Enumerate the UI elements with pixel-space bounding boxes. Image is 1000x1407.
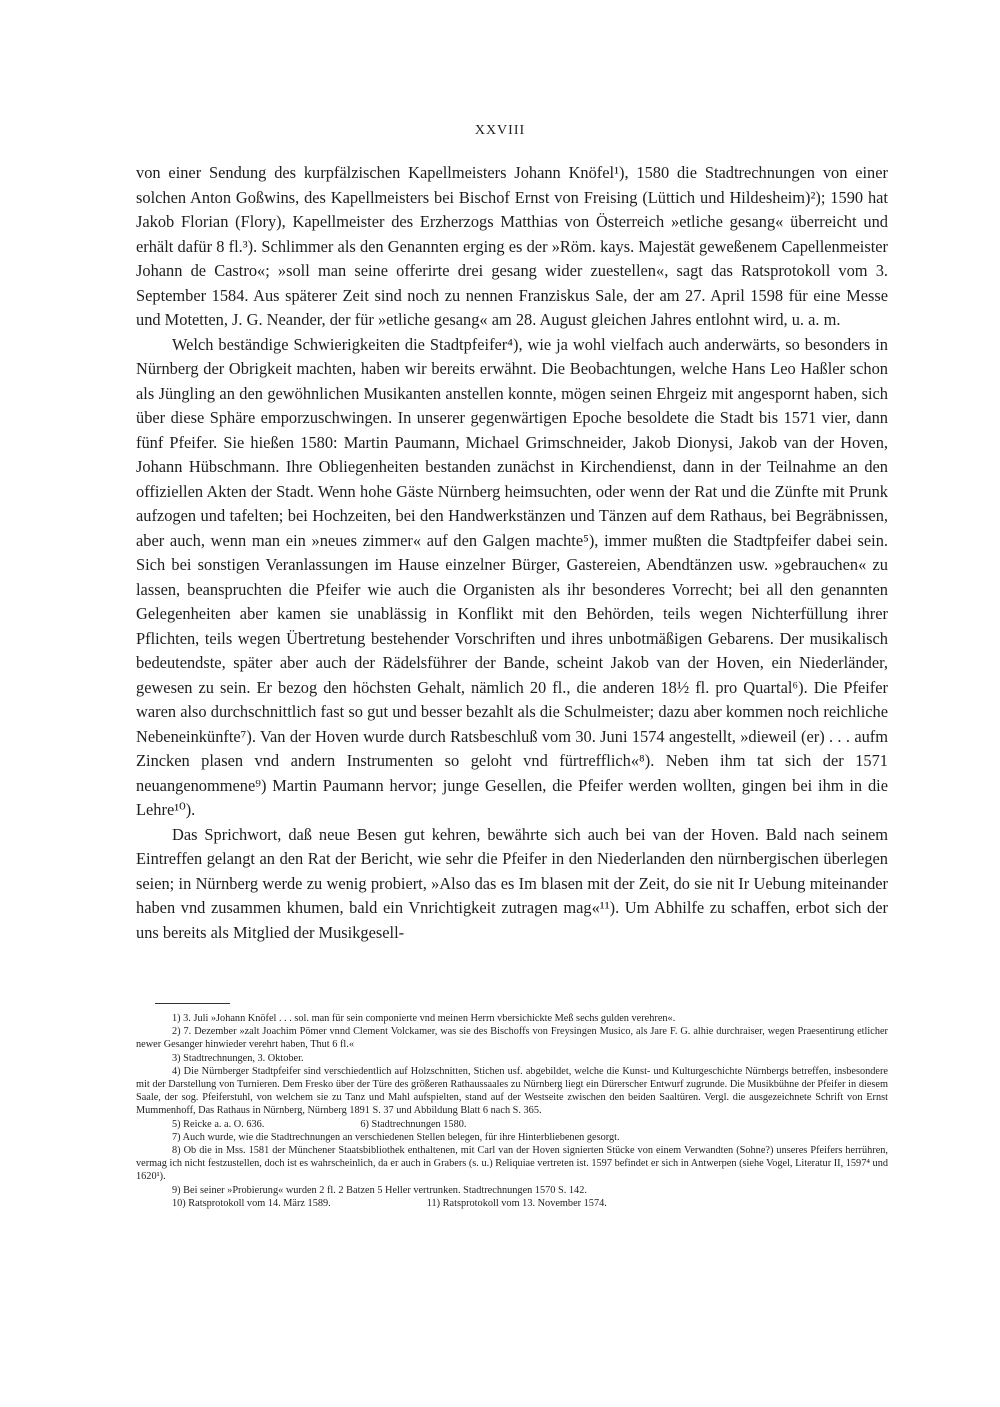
footnote-divider xyxy=(155,1003,230,1004)
footnote-5: 5) Reicke a. a. O. 636. xyxy=(172,1118,265,1130)
footnote-4: 4) Die Nürnberger Stadtpfeifer sind verschiedentlich auf Holzschnitten, Stichen usf. abgebildet, welche die Kunst- und Kulturgeschichte Nürnbergs betreffen, insbesondere mit der Darstellung von Turnieren. Dem Fresko über der Türe des größeren Rathaussaales zu Nürnberg liegt ein Dürerscher Entwurf zugrunde. Die Musikbühne der Pfeifer in diesem Saale, der sog. Pfeiferstuhl, von welchem sie zu Tanz und Mahl aufspielten, stand auf der Westseite zwischen den beiden Saaltüren. Vergl. die ausgezeichnete Schrift von Ernst Mummenhoff, Das Rathaus in Nürnberg, Nürnberg 1891 S. 37 und Abbildung Blatt 6 nach S. 365. xyxy=(136,1065,888,1117)
footnote-1: 1) 3. Juli »Johann Knöfel . . . sol. man für sein componierte vnd meinen Herrn vbersichickte Meß sechs gulden verehren«. xyxy=(172,1013,676,1024)
footnote-6: 6) Stadtrechnungen 1580. xyxy=(360,1118,467,1130)
page-number: XXVIII xyxy=(474,123,526,138)
footnote-row-5-6 xyxy=(136,1118,888,1131)
paragraph-1: von einer Sendung des kurpfälzischen Kapellmeisters Johann Knöfel¹), 1580 die Stadtrechnungen von einer solchen Anton Goßwins, des Kapellmeisters bei Bischof Ernst von Freising (Lüttich und Hildesheim)²); 1590 hat Jakob Florian (Flory), Kapellmeister des Erzherzogs Matthias von Österreich »etliche gesang« überreicht und erhält dafür 8 fl.³). Schlimmer als den Genannten erging es der »Röm. kays. Majestät geweßenem Capellenmeister Johann de Castro«; »soll man seine offerirte drei gesang wider zuestellen«, sagt das Ratsprotokoll vom 3. September 1584. Aus späterer Zeit sind noch zu nennen Franziskus Sale, der am 27. April 1598 für eine Messe und Motetten, J. G. Neander, der für »etliche gesang« am 28. August gleichen Jahres entlohnt wird, u. a. m. xyxy=(136,163,888,329)
paragraph-2: Welch beständige Schwierigkeiten die Stadtpfeifer⁴), wie ja wohl vielfach auch anderwärts, so besonders in Nürnberg der Obrigkeit machten, haben wir bereits erwähnt. Die Beobachtungen, welche Hans Leo Haßler schon als Jüngling an den gewöhnlichen Musikanten anstellen konnte, mögen seinen Ehrgeiz mit angespornt haben, sich über diese Sphäre emporzuschwingen. In unserer gegenwärtigen Epoche besoldete die Stadt bis 1571 vier, dann fünf Pfeifer. Sie hießen 1580: Martin Paumann, Michael Grimschneider, Jakob Dionysi, Jakob van der Hoven, Johann Hübschmann. Ihre Obliegenheiten bestanden zunächst in Kirchendienst, dann in der Teilnahme an den offiziellen Akten der Stadt. Wenn hohe Gäste Nürnberg heimsuchten, oder wenn der Rat und die Zünfte mit Prunk aufzogen und tafelten; bei Hochzeiten, bei den Handwerkstänzen und Tänzen auf dem Rathaus, bei Begräbnissen, aber auch, wenn man ein »neues zimmer« auf den Galgen machte⁵), immer mußten die Stadtpfeifer dabei sein. Sich bei sonstigen Veranlassungen im Hause einzelner Bürger, Gastereien, Abendtänzen usw. »gebrauchen« zu lassen, beanspruchten die Pfeifer wie auch die Organisten als ihr besonderes Vorrecht; bei all den genannten Gelegenheiten aber kamen sie unablässig in Konflikt mit den Behörden, teils wegen Nichterfüllung ihrer Pflichten, teils wegen Übertretung bestehender Vorschriften und ihres unbotmäßigen Gebarens. Der musikalisch bedeutendste, später aber auch der Rädelsführer der Bande, scheint Jakob van der Hoven, ein Niederländer, gewesen zu sein. Er bezog den höchsten Gehalt, nämlich 20 fl., die anderen 18½ fl. pro Quartal⁶). Die Pfeifer waren also durchschnittlich fast so gut und besser bezahlt als die Schulmeister; dazu aber kommen noch reichliche Nebeneinkünfte⁷). Van der Hoven wurde durch Ratsbeschluß vom 30. Juni 1574 angestellt, »dieweil (er) . . . aufm Zincken plasen vnd andern Instrumenten so geloht vnd fürtrefflich«⁸). Neben ihm tat sich der 1571 neuangenommene⁹) Martin Paumann hervor; junge Gesellen, die Pfeifer werden wollten, gingen bei ihm in die Lehre¹⁰). xyxy=(136,334,888,819)
paragraph-3: Das Sprichwort, daß neue Besen gut kehren, bewährte sich auch bei van der Hoven. Bald nach seinem Eintreffen gelangt an den Rat der Bericht, wie sehr die Pfeifer in den Niederlanden den nürnbergischen überlegen seien; in Nürnberg werde zu wenig probiert, »Also das es Im blasen mit der Zeit, do sie nit Ir Uebung miteinander haben vnd zusammen khumen, bald ein Vnrichtigkeit zutragen mag«¹¹). Um Abhilfe zu schaffen, erbot sich der uns bereits als Mitglied der Musikgesell- xyxy=(136,824,888,942)
footnote-11: 11) Ratsprotokoll vom 13. November 1574. xyxy=(426,1197,607,1209)
footnote-8: 8) Ob die in Mss. 1581 der Münchener Staatsbibliothek enthaltenen, mit Carl van der Hoven signierten Stücke von einem Verwandten (Sohne?) unseres Pfeifers herrühren, vermag ich nicht festzustellen, doch ist es wahrscheinlich, da er auch in Grabers (s. u.) Reliquiae vertreten ist. 1597 befindet er sich in Antwerpen (siehe Vogel, Literatur II, 1597⁴ und 1620¹). xyxy=(136,1145,888,1183)
footnote-7: 7) Auch wurde, wie die Stadtrechnungen an verschiedenen Stellen belegen, für ihre Hinterbliebenen gesorgt. xyxy=(172,1131,620,1143)
footnote-row-10-11 xyxy=(136,1197,888,1210)
body-text xyxy=(136,161,888,945)
footnote-9: 9) Bei seiner »Probierung« wurden 2 fl. 2 Batzen 5 Heller vertrunken. Stadtrechnungen 1570 S. 142. xyxy=(172,1184,587,1196)
footnote-2: 2) 7. Dezember »zalt Joachim Pömer vnnd Clement Volckamer, was sie des Bischoffs von Freysingen Musico, als Jare F. G. alhie durchraiser, wegen Praesentirung etlicher newer Gesanger hinwieder verehrt haben, Thut 6 fl.« xyxy=(136,1026,888,1051)
footnotes xyxy=(136,1012,888,1210)
footnote-10: 10) Ratsprotokoll vom 14. März 1589. xyxy=(172,1197,331,1209)
footnote-3: 3) Stadtrechnungen, 3. Oktober. xyxy=(172,1052,304,1064)
